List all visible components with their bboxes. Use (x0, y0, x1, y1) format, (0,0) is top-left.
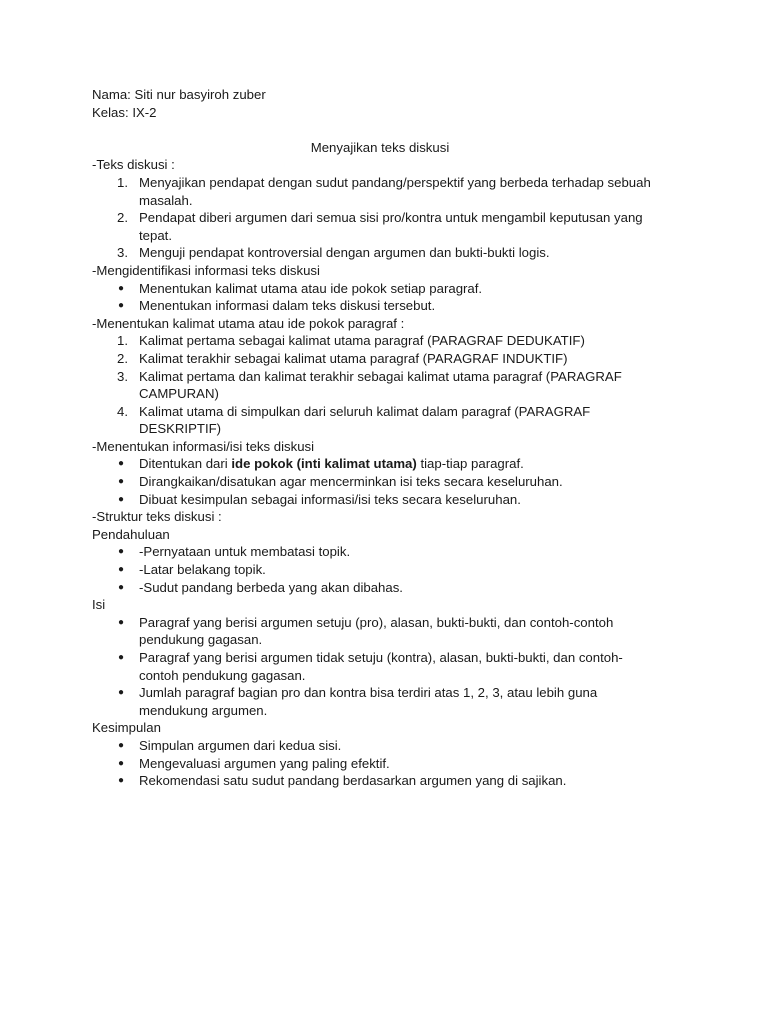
section-heading-struktur: -Struktur teks diskusi : (92, 509, 222, 525)
bullet-list-mengidentifikasi (92, 280, 692, 315)
list-item-text: Kalimat pertama sebagai kalimat utama paragraf (PARAGRAF DEDUKATIF) (139, 333, 585, 349)
list-item (92, 280, 659, 298)
bullet-icon: ● (117, 652, 124, 663)
list-item (92, 244, 659, 262)
list-number: 1. (117, 333, 128, 349)
list-item-text: Kalimat pertama dan kalimat terakhir sebagai kalimat utama paragraf (PARAGRAF CAMPURAN) (139, 368, 622, 402)
section-heading-kalimat-utama: -Menentukan kalimat utama atau ide pokok paragraf : (92, 315, 405, 331)
section-heading-pendahuluan: Pendahuluan (92, 526, 170, 542)
list-item-text: Menyajikan pendapat dengan sudut pandang/perspektif yang berbeda terhadap sebuah masalah. (139, 174, 651, 208)
list-item-text: Menguji pendapat kontroversial dengan argumen dan bukti-bukti logis. (139, 245, 550, 261)
bullet-icon: ● (117, 616, 124, 628)
list-item-text: Simpulan argumen dari kedua sisi. (139, 737, 342, 753)
list-number: 3. (117, 368, 128, 384)
bullet-list-informasi (92, 455, 692, 508)
bullet-icon: ● (117, 775, 124, 787)
bullet-icon: ● (117, 458, 124, 470)
list-item-text: tiap-tiap paragraf. (416, 456, 524, 472)
list-number: 2. (117, 350, 128, 366)
list-item (92, 368, 659, 403)
list-number: 3. (117, 245, 128, 261)
student-name: Nama: Siti nur basyiroh zuber (92, 87, 266, 102)
student-class: Kelas: IX-2 (92, 104, 157, 120)
bullet-icon: ● (117, 564, 124, 576)
list-item-text: Menentukan informasi dalam teks diskusi tersebut. (139, 298, 436, 314)
list-item (92, 614, 659, 649)
bullet-icon: ● (117, 476, 124, 488)
list-item (92, 174, 659, 209)
list-item (92, 772, 659, 790)
bullet-icon: ● (117, 300, 124, 312)
list-item-text: Paragraf yang berisi argumen tidak setuju (kontra), alasan, bukti-bukti, dan contoh-contoh pendukung gagasan. (139, 650, 623, 683)
bullet-list-kesimpulan (92, 737, 692, 790)
list-item (92, 297, 659, 315)
list-number: 1. (117, 174, 128, 190)
list-item (92, 649, 659, 684)
list-item (92, 755, 659, 773)
list-item-text: Pendapat diberi argumen dari semua sisi pro/kontra untuk mengambil keputusan yang tepat. (139, 210, 643, 243)
bullet-icon: ● (117, 282, 124, 294)
list-item-text: Kalimat terakhir sebagai kalimat utama paragraf (PARAGRAF INDUKTIF) (139, 350, 568, 366)
list-item-text: Dibuat kesimpulan sebagai informasi/isi teks secara keseluruhan. (139, 491, 521, 507)
list-number: 2. (117, 210, 128, 226)
list-item (92, 684, 659, 719)
list-item (92, 543, 659, 561)
bullet-icon: ● (117, 739, 124, 751)
bullet-icon: ● (117, 581, 124, 593)
document-title: Menyajikan teks diskusi (310, 139, 450, 155)
document-page (92, 86, 692, 790)
list-item-text: Paragraf yang berisi argumen setuju (pro), alasan, bukti-bukti, dan contoh-contoh pendukung gagasan. (139, 614, 614, 648)
list-item (92, 491, 659, 509)
bullet-list-pendahuluan (92, 543, 692, 596)
bullet-icon: ● (117, 687, 124, 699)
bullet-icon: ● (117, 493, 124, 505)
bold-phrase: ide pokok (inti kalimat utama) (231, 456, 417, 472)
section-heading-isi: Isi (92, 597, 106, 613)
bullet-icon: ● (117, 757, 124, 769)
numbered-list-kalimat-utama (92, 332, 692, 438)
list-item-text: Mengevaluasi argumen yang paling efektif. (139, 755, 390, 771)
list-item-text: -Sudut pandang berbeda yang akan dibahas. (139, 579, 403, 595)
list-item (92, 403, 659, 438)
section-heading-mengidentifikasi: -Mengidentifikasi informasi teks diskusi (92, 262, 320, 278)
list-item (92, 332, 659, 350)
bullet-icon: ● (117, 546, 124, 558)
list-item (92, 350, 659, 368)
bullet-list-isi (92, 614, 692, 720)
list-item (92, 473, 659, 491)
list-item (92, 209, 659, 244)
spacer (92, 121, 692, 139)
numbered-list-teks-diskusi (92, 174, 692, 262)
list-item-text: -Latar belakang topik. (139, 562, 266, 578)
section-heading-kesimpulan: Kesimpulan (92, 720, 161, 736)
section-heading-informasi: -Menentukan informasi/isi teks diskusi (92, 438, 315, 454)
section-heading-teks-diskusi: -Teks diskusi : (92, 157, 175, 173)
list-number: 4. (117, 403, 128, 419)
list-item (92, 737, 659, 755)
list-item (92, 561, 659, 579)
list-item-text: Ditentukan dari (139, 456, 232, 472)
list-item-text: Jumlah paragraf bagian pro dan kontra bisa terdiri atas 1, 2, 3, atau lebih guna mendukung argumen. (139, 685, 598, 718)
list-item-text: Menentukan kalimat utama atau ide pokok setiap paragraf. (139, 280, 483, 296)
list-item-text: Kalimat utama di simpulkan dari seluruh kalimat dalam paragraf (PARAGRAF DESKRIPTIF) (139, 403, 591, 437)
list-item-text: -Pernyataan untuk membatasi topik. (139, 544, 351, 560)
list-item-text: Dirangkaikan/disatukan agar mencerminkan isi teks secara keseluruhan. (139, 474, 563, 490)
list-item-text: Rekomendasi satu sudut pandang berdasarkan argumen yang di sajikan. (139, 773, 567, 789)
list-item (92, 579, 659, 597)
list-item (92, 455, 659, 473)
